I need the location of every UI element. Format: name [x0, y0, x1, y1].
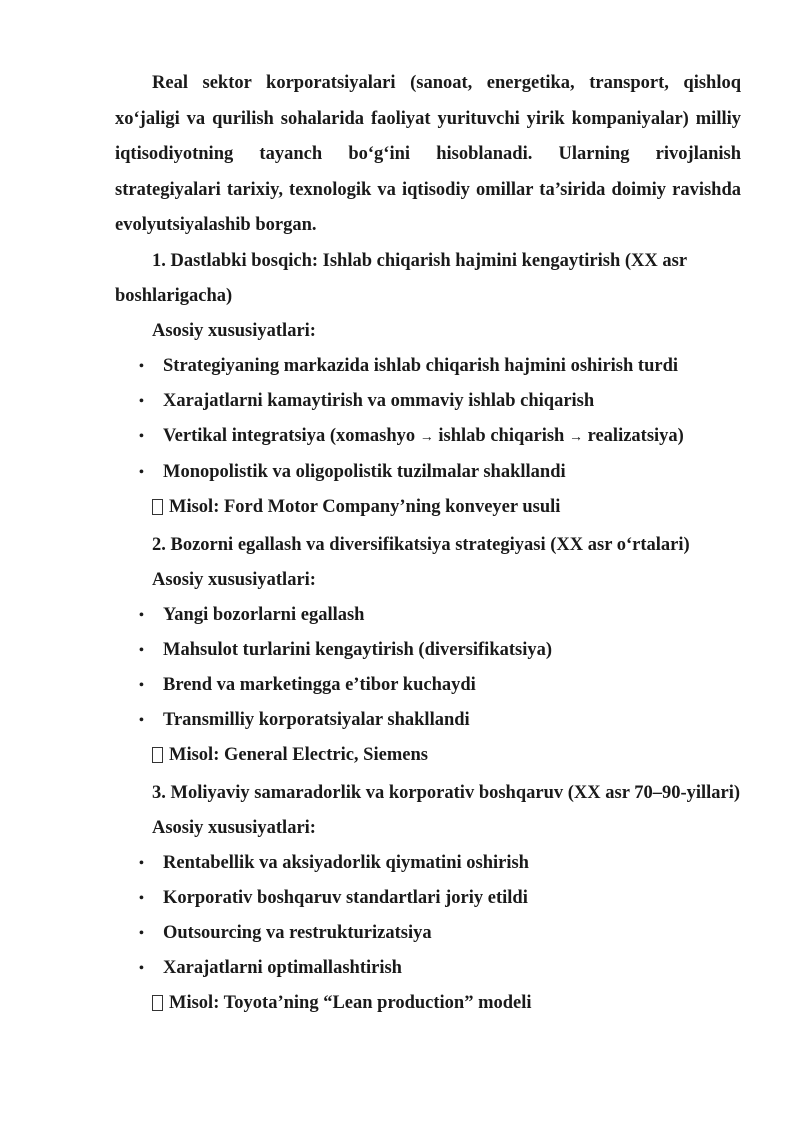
section-3-example: Misol: Toyota’ning “Lean production” modeli — [115, 986, 741, 1021]
missing-glyph-icon — [152, 499, 163, 515]
list-item: • Brend va marketingga e’tibor kuchaydi — [115, 668, 741, 703]
list-item: • Strategiyaning markazida ishlab chiqarish hajmini oshirish turdi — [115, 349, 741, 384]
list-item: • Xarajatlarni optimallashtirish — [115, 951, 741, 986]
bullet-icon: • — [139, 393, 144, 409]
bullet-icon: • — [139, 642, 144, 658]
section-1-heading: 1. Dastlabki bosqich: Ishlab chiqarish hajmini kengaytirish (XX asr boshlarigacha) — [115, 250, 687, 306]
bullet-icon: • — [139, 464, 144, 480]
list-item: • Rentabellik va aksiyadorlik qiymatini oshirish — [115, 846, 741, 881]
bullet-icon: • — [139, 358, 144, 374]
bullet-icon: • — [139, 677, 144, 693]
section-2-subheading: Asosiy xususiyatlari: — [152, 569, 316, 590]
list-item: • Xarajatlarni kamaytirish va ommaviy ishlab chiqarish — [115, 384, 741, 419]
list-item: • Yangi bozorlarni egallash — [115, 598, 741, 633]
list-item: • Outsourcing va restrukturizatsiya — [115, 916, 741, 951]
list-item: • Korporativ boshqaruv standartlari joriy etildi — [115, 881, 741, 916]
list-item: • Monopolistik va oligopolistik tuzilmalar shakllandi — [115, 455, 741, 490]
intro-paragraph: Real sektor korporatsiyalari (sanoat, energetika, transport, qishloq xo‘jaligi va qurilish sohalarida faoliyat yurituvchi yirik kompaniyalar) milliy iqtisodiyotning tayanch bo‘g‘ini hisoblanadi. Ularning rivojlanish strategiyalari tarixiy, texnologik va iqtisodiy omillar ta’sirida doimiy ravishda evolyutsiyalashib borgan. — [115, 73, 741, 235]
bullet-icon: • — [139, 855, 144, 871]
bullet-icon: • — [139, 960, 144, 976]
section-1-subheading: Asosiy xususiyatlari: — [152, 320, 316, 341]
section-2-bullet-list — [115, 598, 741, 738]
section-1-bullet-list — [115, 349, 741, 490]
bullet-icon: • — [139, 428, 144, 444]
document-page — [115, 66, 741, 1024]
section-3-bullet-list — [115, 846, 741, 986]
bullet-icon: • — [139, 925, 144, 941]
list-item: • Vertikal integratsiya (xomashyo → ishlab chiqarish → realizatsiya) — [115, 419, 741, 455]
list-item: • Mahsulot turlarini kengaytirish (diversifikatsiya) — [115, 633, 741, 668]
section-2-heading: 2. Bozorni egallash va diversifikatsiya strategiyasi (XX asr o‘rtalari) — [152, 534, 690, 555]
arrow-right-icon: → — [419, 429, 434, 445]
section-3-heading: 3. Moliyaviy samaradorlik va korporativ boshqaruv (XX asr 70–90-yillari) — [152, 782, 741, 803]
section-3-subheading: Asosiy xususiyatlari: — [152, 817, 316, 838]
section-2-example: Misol: General Electric, Siemens — [115, 738, 741, 773]
list-item: • Transmilliy korporatsiyalar shakllandi — [115, 703, 741, 738]
missing-glyph-icon — [152, 747, 163, 763]
section-1-example: Misol: Ford Motor Company’ning konveyer usuli — [115, 490, 741, 525]
missing-glyph-icon — [152, 995, 163, 1011]
bullet-icon: • — [139, 890, 144, 906]
bullet-icon: • — [139, 712, 144, 728]
arrow-right-icon: → — [568, 429, 583, 445]
bullet-icon: • — [139, 607, 144, 623]
